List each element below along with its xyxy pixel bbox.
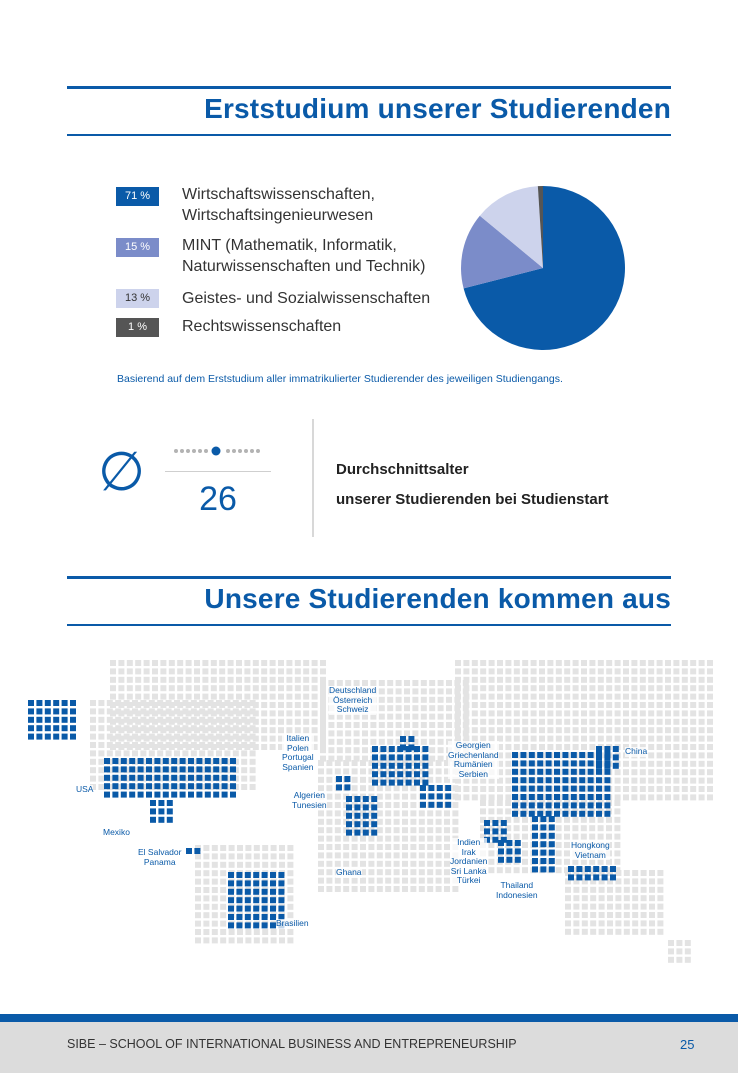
highlight-china-east — [596, 746, 619, 769]
highlight-europe — [372, 746, 428, 786]
legend-label-mint: MINT (Mathematik, Informatik, Naturwissenschaften und Technik) — [182, 237, 426, 275]
highlight-central-america — [186, 848, 200, 854]
legend-label-recht: Rechtswissenschaften — [182, 318, 342, 335]
highlight-alaska — [28, 700, 76, 740]
age-rule — [165, 471, 271, 472]
map-label-middle-east: Indien Irak Jordanien Sri Lanka Türkei — [450, 837, 488, 885]
map-label-ghana: Ghana — [336, 867, 362, 877]
map-label-east-asia: Hongkong Vietnam — [571, 840, 610, 860]
highlight-middle-east — [484, 820, 507, 843]
page-number: 25 — [680, 1037, 695, 1052]
section1-top-rule — [67, 86, 671, 89]
legend-pct-geistes: 13 % — [116, 289, 159, 308]
map-label-southeast-asia: Thailand Indonesien — [496, 880, 538, 900]
map-label-brasilien: Brasilien — [276, 918, 309, 928]
legend-pct-wirtschaft: 71 % — [116, 187, 159, 206]
legend-label-geistes: Geistes- und Sozialwissenschaften — [182, 290, 431, 307]
footer-bar — [0, 1014, 738, 1022]
highlight-mexico — [150, 800, 173, 823]
footer — [0, 1022, 738, 1073]
landmass-nz — [668, 940, 691, 963]
legend-pct-recht: 1 % — [116, 318, 159, 337]
dots-divider — [170, 444, 270, 458]
legend-pct-mint: 15 % — [116, 238, 159, 257]
average-icon: ∅ — [98, 440, 146, 503]
average-age-value: 26 — [199, 480, 237, 518]
highlight-india — [498, 840, 521, 863]
section2-title: Unsere Studierenden kommen aus — [204, 583, 671, 614]
map-label-usa: USA — [76, 784, 94, 794]
section2-bottom-rule — [67, 624, 671, 626]
section1-title: Erststudium unserer Studierenden — [204, 93, 671, 124]
section1-bottom-rule — [67, 134, 671, 136]
legend-label-wirtschaft: Wirtschaftswissenschaften, Wirtschaftsingenieurwesen — [182, 186, 375, 224]
map-label-central-america: El Salvador Panama — [138, 847, 182, 867]
vertical-divider — [312, 419, 314, 537]
map-label-china: China — [625, 746, 648, 756]
chart-footnote: Basierend auf dem Erststudium aller immatrikulierter Studierender des jeweiligen Studiengangs. — [117, 373, 563, 385]
map-label-europe-south: Italien Polen Portugal Spanien — [282, 733, 314, 772]
map-label-north-africa: Algerien Tunesien — [292, 790, 327, 810]
map-label-mexiko: Mexiko — [103, 827, 130, 837]
map-label-europe-central: Deutschland Österreich Schweiz — [329, 685, 377, 714]
section2-top-rule — [67, 576, 671, 579]
age-caption: Durchschnittsalter unserer Studierenden bei Studienstart — [336, 461, 609, 508]
highlight-southeast-asia — [532, 816, 555, 872]
map-label-europe-east: Georgien Griechenland Rumänien Serbien — [448, 740, 499, 779]
footer-text: SIBE – SCHOOL OF INTERNATIONAL BUSINESS AND ENTREPRENEURSHIP — [67, 1037, 517, 1051]
pie-chart — [455, 180, 631, 356]
